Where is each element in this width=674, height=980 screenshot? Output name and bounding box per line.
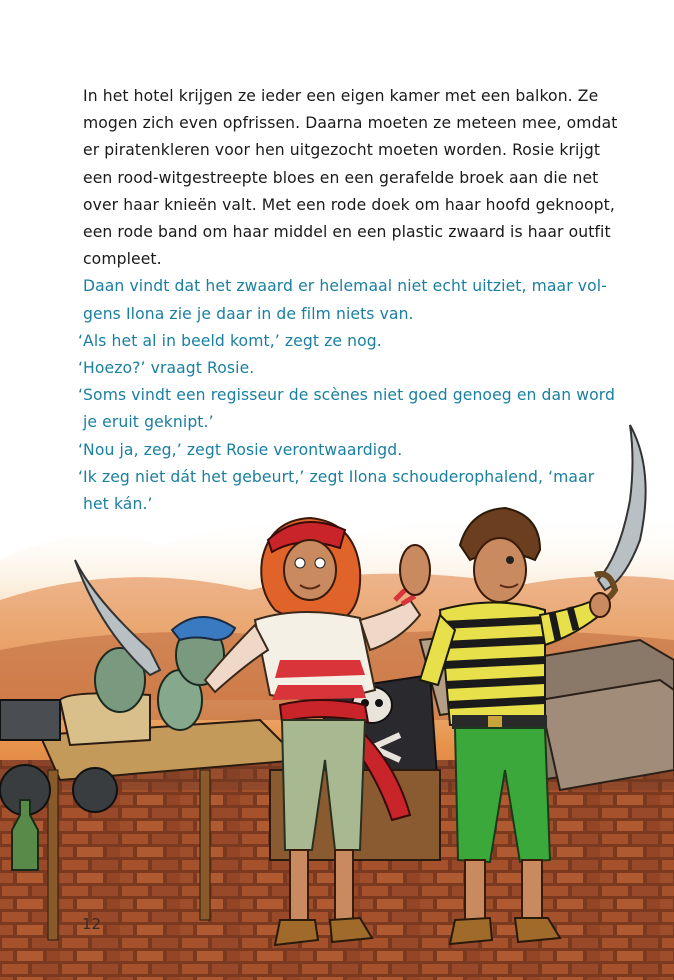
text-line: over haar knieën valt. Met een rode doek om haar hoofd geknoopt, [83,195,615,214]
dialogue-line: ‘Ik zeg niet dát het gebeurt,’ zegt Ilona schouderophalend, ‘maar [78,467,595,486]
pirate-scene-illustration [0,400,674,980]
dialogue-line: ‘Als het al in beeld komt,’ zegt ze nog. [78,331,382,350]
dialogue-line: het kán.’ [83,495,153,514]
page-number: 12 [82,915,102,933]
narration-paragraph [83,83,618,273]
text-line: een rode band om haar middel en een plastic zwaard is haar outfit [83,223,611,242]
dialogue-line: Daan vindt dat het zwaard er helemaal niet echt uitziet, maar vol- [83,277,607,296]
dialogue-line: gens Ilona zie je daar in de film niets van. [83,304,414,323]
text-line: er piratenkleren voor hen uitgezocht moeten worden. Rosie krijgt [83,141,601,160]
dialogue-line: ‘Hoezo?’ vraagt Rosie. [78,359,255,378]
text-line: mogen zich even opfrissen. Daarna moeten ze meteen mee, omdat [83,114,618,133]
dialogue-line: ‘Soms vindt een regisseur de scènes niet goed genoeg en dan word [78,386,615,405]
text-line: een rood-witgestreepte bloes en een gerafelde broek aan die net [83,168,599,187]
text-line: In het hotel krijgen ze ieder een eigen kamer met een balkon. Ze [83,87,599,105]
dialogue-line: ‘Nou ja, zeg,’ zegt Rosie verontwaardigd. [78,440,403,459]
dialogue-line: je eruit geknipt.’ [83,413,214,432]
text-line: compleet. [83,250,162,269]
